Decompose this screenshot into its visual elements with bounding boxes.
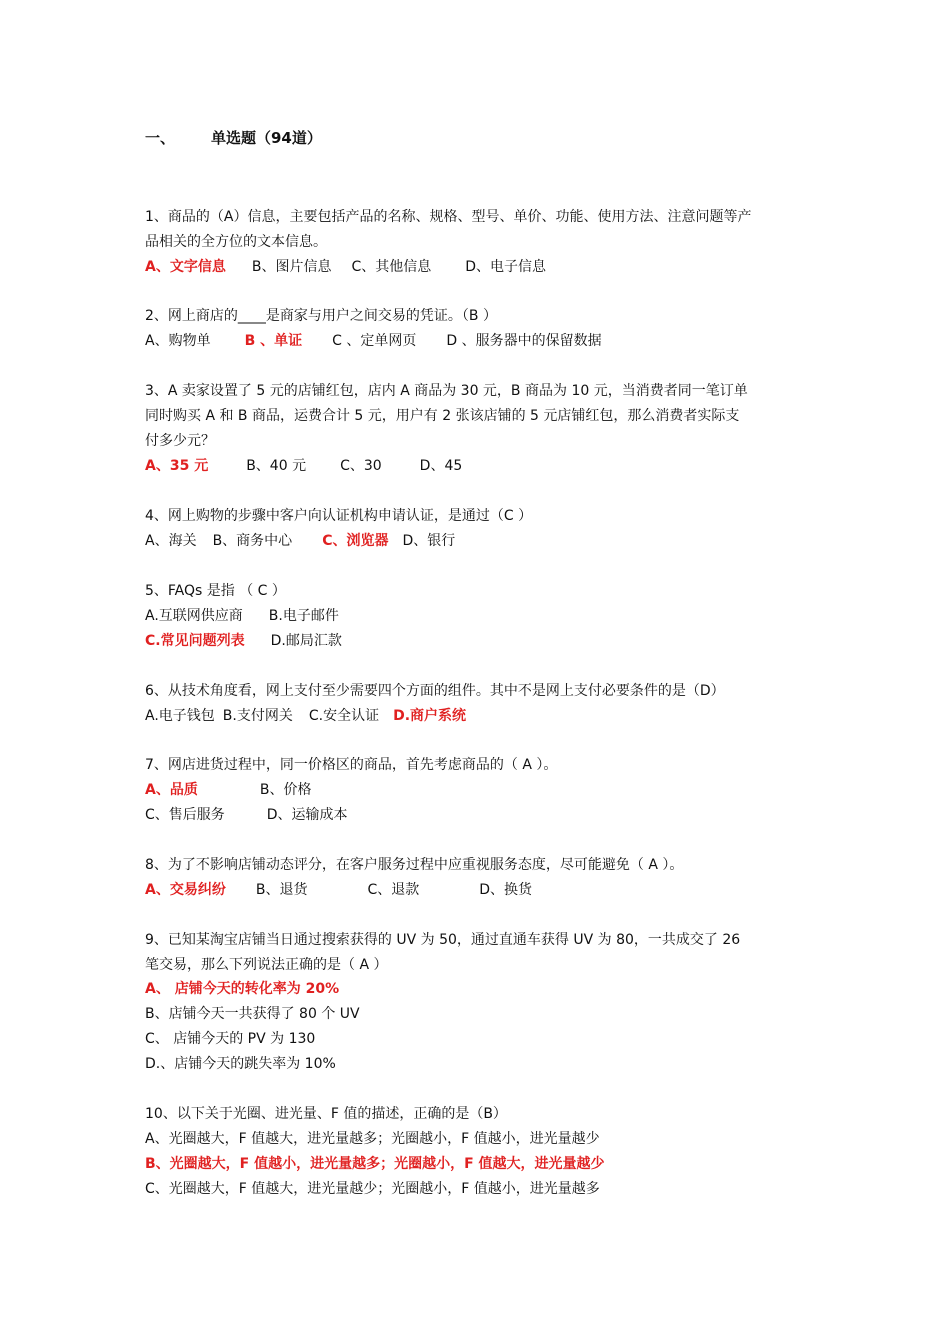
question-9-option-c: C、 店铺今天的 PV 为 130 bbox=[145, 1031, 316, 1047]
option-b-answer: B 、单证 bbox=[244, 333, 303, 349]
section-number: 一、 bbox=[145, 129, 176, 147]
question-9-option-a-answer: A、 店铺今天的转化率为 20% bbox=[145, 981, 340, 997]
option-a-answer: A、品质 bbox=[145, 782, 198, 798]
option-a: A.互联网供应商 bbox=[145, 608, 243, 624]
question-3-options bbox=[145, 454, 462, 479]
option-d: D、45 bbox=[419, 458, 463, 474]
option-b: B、40 元 bbox=[246, 458, 307, 474]
option-a-answer: A、文字信息 bbox=[145, 259, 226, 275]
question-3-stem-line-1: 3、A 卖家设置了 5 元的店铺红包，店内 A 商品为 30 元，B 商品为 10 元，当消费者同一笔订单 bbox=[145, 383, 748, 399]
question-5-options-row-1 bbox=[145, 604, 339, 629]
option-a: A、购物单 bbox=[145, 333, 211, 349]
option-c-answer: C.常见问题列表 bbox=[145, 633, 245, 649]
option-d: D.邮局汇款 bbox=[270, 633, 342, 649]
option-d: D、运输成本 bbox=[266, 807, 348, 823]
option-d: D、银行 bbox=[402, 533, 456, 549]
question-3-stem-line-2: 同时购买 A 和 B 商品，运费合计 5 元，用户有 2 张该店铺的 5 元店铺红包，那么消费者实际支 bbox=[145, 408, 740, 424]
option-a: A.电子钱包 bbox=[145, 708, 215, 724]
option-a-answer: A、35 元 bbox=[145, 458, 209, 474]
question-4-options bbox=[145, 529, 455, 554]
option-d-answer: D.商户系统 bbox=[393, 708, 467, 724]
option-c: C、其他信息 bbox=[351, 259, 432, 275]
question-7-options-row-1 bbox=[145, 778, 311, 803]
option-b: B.支付网关 bbox=[222, 708, 293, 724]
question-7-options-row-2 bbox=[145, 803, 348, 828]
question-5-stem: 5、FAQs 是指 （ C ） bbox=[145, 583, 286, 599]
option-d: D、电子信息 bbox=[465, 259, 547, 275]
option-d: D 、服务器中的保留数据 bbox=[446, 333, 602, 349]
option-a: A、海关 bbox=[145, 533, 197, 549]
option-c: C、30 bbox=[340, 458, 382, 474]
option-b: B.电子邮件 bbox=[268, 608, 339, 624]
question-10-option-b-answer: B、光圈越大，F 值越小，进光量越多；光圈越小，F 值越大，进光量越少 bbox=[145, 1156, 605, 1172]
question-8-stem: 8、为了不影响店铺动态评分，在客户服务过程中应重视服务态度，尽可能避免（ A ）。 bbox=[145, 857, 684, 873]
question-2-options bbox=[145, 329, 602, 354]
question-9-option-b: B、店铺今天一共获得了 80 个 UV bbox=[145, 1006, 360, 1022]
option-b: B、退货 bbox=[255, 882, 308, 898]
question-10-option-a: A、光圈越大，F 值越大，进光量越多；光圈越小，F 值越小，进光量越少 bbox=[145, 1131, 600, 1147]
question-6-options bbox=[145, 704, 466, 729]
question-10-stem: 10、以下关于光圈、进光量、F 值的描述，正确的是（B） bbox=[145, 1106, 507, 1122]
option-c: C、退款 bbox=[367, 882, 420, 898]
option-d: D、换货 bbox=[479, 882, 533, 898]
question-9-option-d: D.、店铺今天的跳失率为 10% bbox=[145, 1056, 336, 1072]
option-c: C.安全认证 bbox=[308, 708, 380, 724]
question-7-stem: 7、网店进货过程中，同一价格区的商品，首先考虑商品的（ A ）。 bbox=[145, 757, 558, 773]
question-6-stem: 6、从技术角度看，网上支付至少需要四个方面的组件。其中不是网上支付必要条件的是（D） bbox=[145, 683, 725, 699]
question-1-stem-line-2: 品相关的全方位的文本信息。 bbox=[145, 234, 327, 250]
option-c: C、售后服务 bbox=[145, 807, 225, 823]
option-b: B、价格 bbox=[259, 782, 312, 798]
option-c: C 、定单网页 bbox=[332, 333, 417, 349]
option-b: B、图片信息 bbox=[251, 259, 332, 275]
question-2-stem: 2、网上商店的____是商家与用户之间交易的凭证。（B ） bbox=[145, 308, 497, 324]
section-title: 单选题（94道） bbox=[211, 129, 322, 147]
question-10-option-c: C、光圈越大，F 值越大，进光量越少；光圈越小，F 值越小，进光量越多 bbox=[145, 1181, 600, 1197]
option-b: B、商务中心 bbox=[212, 533, 293, 549]
question-1-options bbox=[145, 255, 546, 280]
question-3-stem-line-3: 付多少元？ bbox=[145, 433, 215, 449]
question-9-stem-line-2: 笔交易，那么下列说法正确的是（ A ） bbox=[145, 957, 388, 973]
question-4-stem: 4、网上购物的步骤中客户向认证机构申请认证，是通过（C ） bbox=[145, 508, 533, 524]
option-c-answer: C、浏览器 bbox=[322, 533, 389, 549]
question-8-options bbox=[145, 878, 532, 903]
option-a-answer: A、交易纠纷 bbox=[145, 882, 226, 898]
section-heading bbox=[145, 127, 322, 148]
question-5-options-row-2 bbox=[145, 629, 342, 654]
question-9-stem-line-1: 9、已知某淘宝店铺当日通过搜索获得的 UV 为 50，通过直通车获得 UV 为 80，一共成交了 26 bbox=[145, 932, 741, 948]
question-1-stem-line-1: 1、商品的（A）信息，主要包括产品的名称、规格、型号、单价、功能、使用方法、注意问题等产 bbox=[145, 209, 752, 225]
